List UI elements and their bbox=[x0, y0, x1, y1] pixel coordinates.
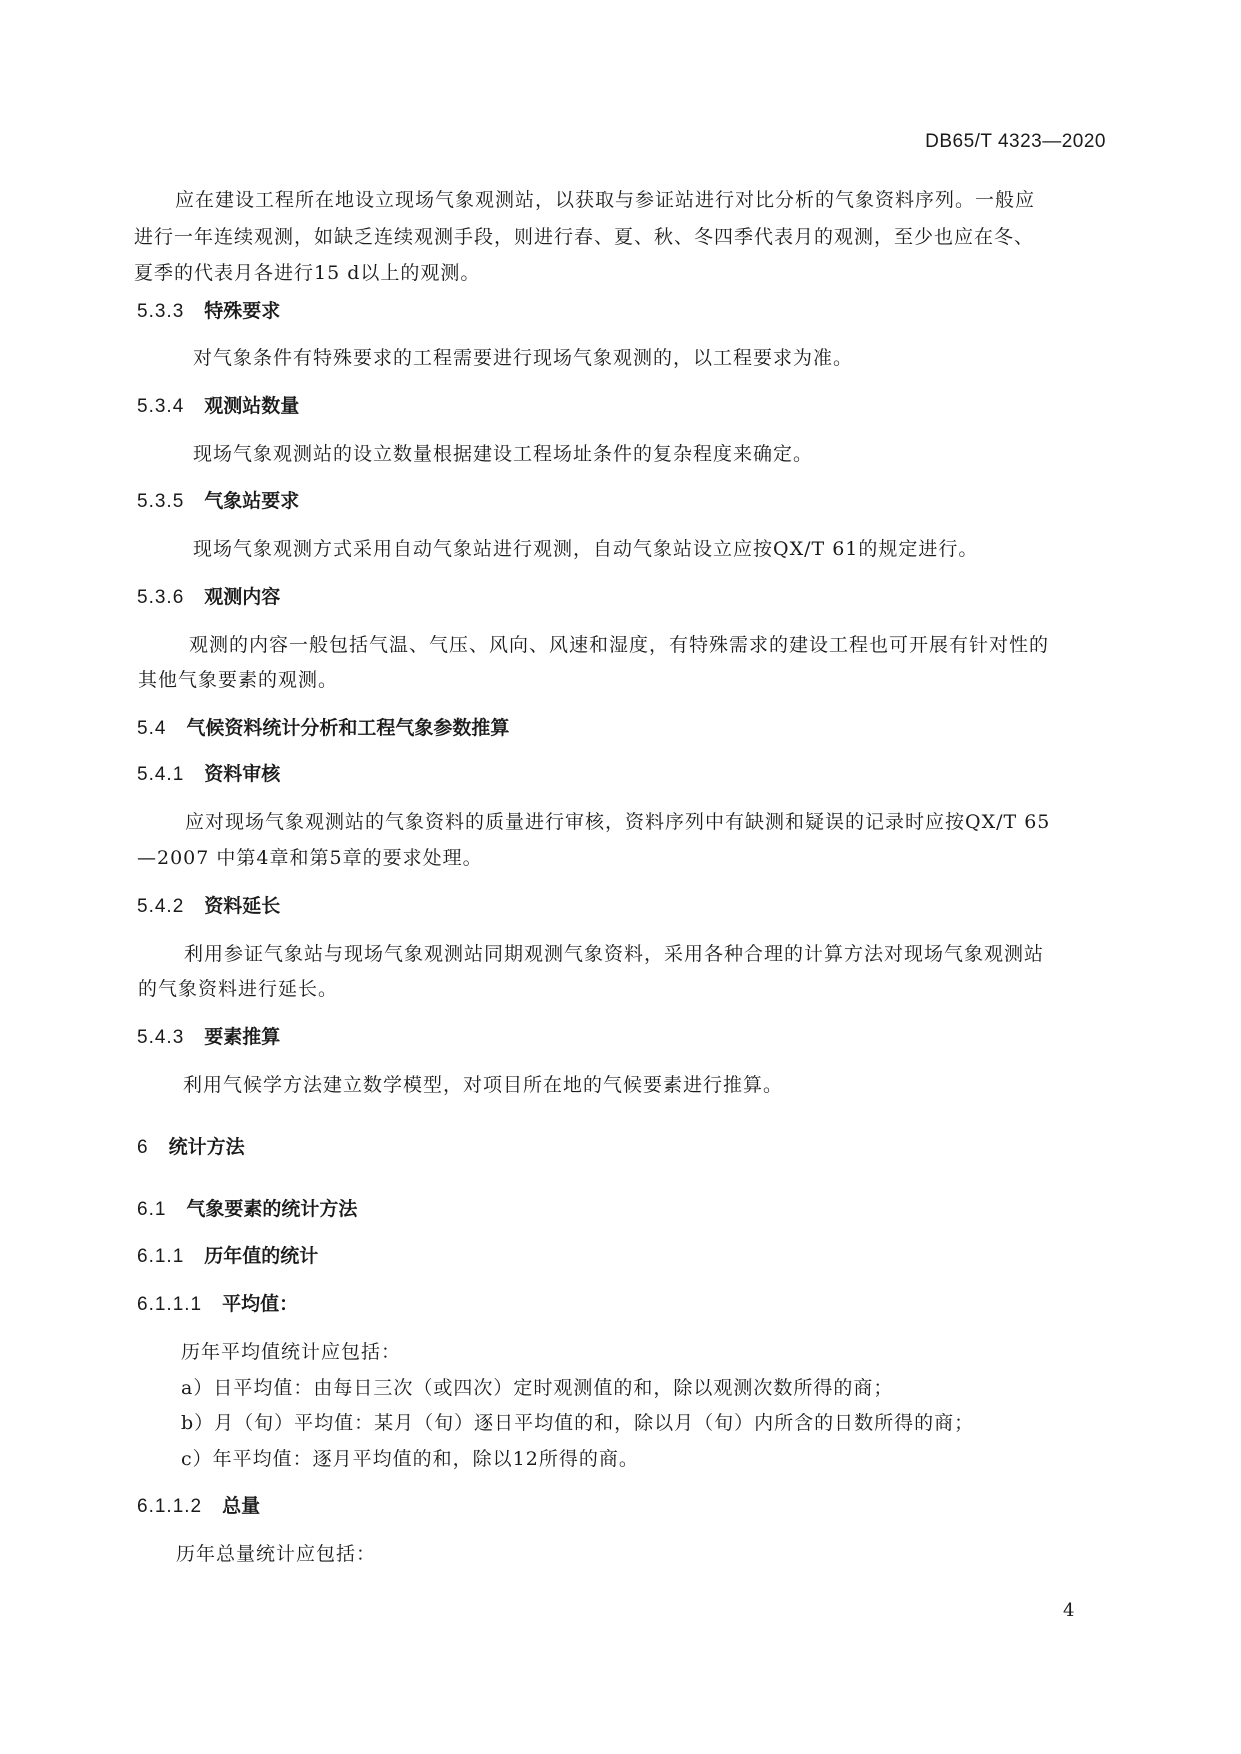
list-item: b）月（旬）平均值：某月（旬）逐日平均值的和，除以月（旬）内所含的日数所得的商； bbox=[181, 1412, 975, 1434]
body-line: 利用参证气象站与现场气象观测站同期观测气象资料，采用各种合理的计算方法对现场气象观测站 bbox=[184, 943, 1045, 965]
chapter-heading: 6 统计方法 bbox=[137, 1136, 245, 1158]
section-heading: 5.4.3 要素推算 bbox=[137, 1026, 281, 1048]
body-line: 应对现场气象观测站的气象资料的质量进行审核，资料序列中有缺测和疑误的记录时应按QX/T 65 bbox=[185, 811, 1051, 833]
list-item: c）年平均值：逐月平均值的和，除以12所得的商。 bbox=[181, 1448, 639, 1470]
page-number: 4 bbox=[1063, 1600, 1075, 1621]
body-line: 现场气象观测站的设立数量根据建设工程场址条件的复杂程度来确定。 bbox=[193, 443, 814, 465]
section-heading: 6.1.1.1 平均值： bbox=[137, 1293, 299, 1315]
body-line: 对气象条件有特殊要求的工程需要进行现场气象观测的，以工程要求为准。 bbox=[193, 347, 854, 369]
body-line: 其他气象要素的观测。 bbox=[138, 669, 339, 691]
body-line: 利用气候学方法建立数学模型，对项目所在地的气候要素进行推算。 bbox=[183, 1074, 784, 1096]
section-heading: 5.3.3 特殊要求 bbox=[137, 300, 281, 322]
body-line: 应在建设工程所在地设立现场气象观测站，以获取与参证站进行对比分析的气象资料序列。一般应 bbox=[175, 189, 1036, 211]
body-line: 现场气象观测方式采用自动气象站进行观测，自动气象站设立应按QX/T 61的规定进行。 bbox=[193, 538, 979, 560]
body-line: 的气象资料进行延长。 bbox=[138, 978, 339, 1000]
body-line: 观测的内容一般包括气温、气压、风向、风速和湿度，有特殊需求的建设工程也可开展有针对性的 bbox=[189, 634, 1050, 656]
section-heading: 6.1 气象要素的统计方法 bbox=[137, 1198, 358, 1220]
body-line: —2007 中第4章和第5章的要求处理。 bbox=[137, 847, 483, 869]
section-heading: 5.4 气候资料统计分析和工程气象参数推算 bbox=[137, 717, 510, 739]
section-heading: 5.4.1 资料审核 bbox=[137, 763, 281, 785]
section-heading: 5.3.6 观测内容 bbox=[137, 586, 281, 608]
section-heading: 5.4.2 资料延长 bbox=[137, 895, 281, 917]
list-item: a）日平均值：由每日三次（或四次）定时观测值的和，除以观测次数所得的商； bbox=[181, 1377, 894, 1399]
body-line: 历年总量统计应包括： bbox=[176, 1543, 377, 1565]
page-header: DB65/T 4323—2020 bbox=[925, 131, 1106, 152]
body-line: 历年平均值统计应包括： bbox=[181, 1341, 402, 1363]
section-heading: 6.1.1 历年值的统计 bbox=[137, 1245, 319, 1267]
section-heading: 5.3.5 气象站要求 bbox=[137, 490, 300, 512]
body-line: 进行一年连续观测，如缺乏连续观测手段，则进行春、夏、秋、冬四季代表月的观测，至少也应在冬、 bbox=[134, 226, 1035, 248]
section-heading: 5.3.4 观测站数量 bbox=[137, 395, 300, 417]
body-line: 夏季的代表月各进行15 d以上的观测。 bbox=[134, 262, 481, 284]
section-heading: 6.1.1.2 总量 bbox=[137, 1495, 261, 1517]
